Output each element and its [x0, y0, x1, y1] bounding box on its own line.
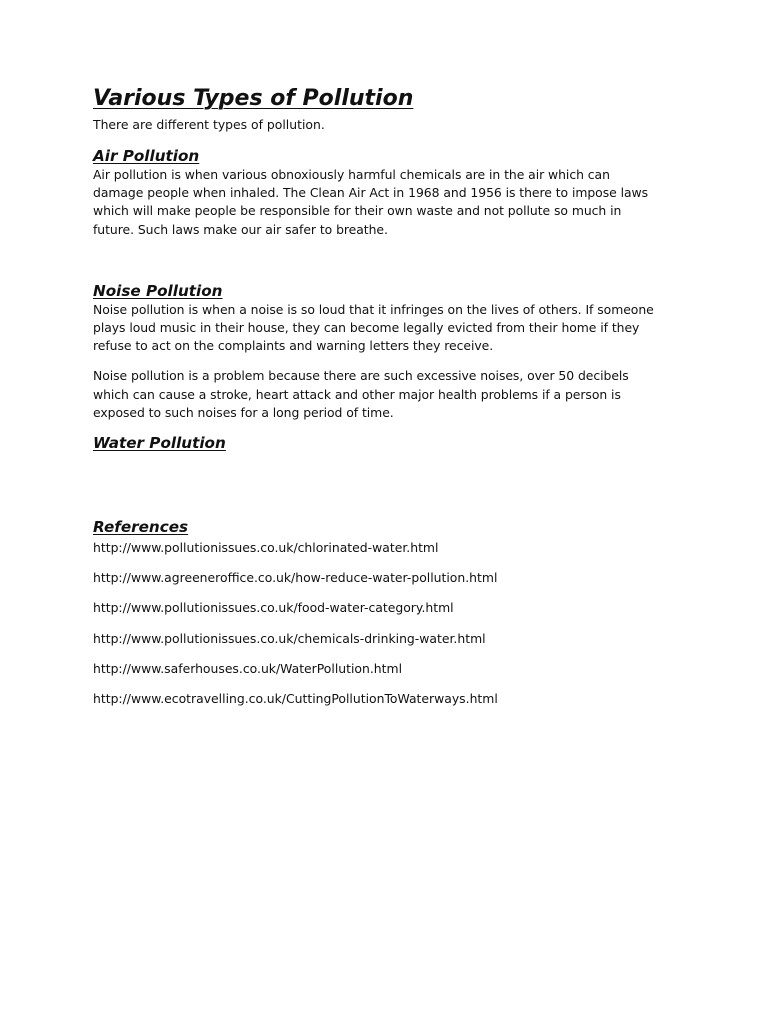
- reference-link: http://www.saferhouses.co.uk/WaterPollution.html: [93, 660, 403, 676]
- paragraph-line: Noise pollution is a problem because there are such excessive noises, over 50 decibels: [93, 368, 629, 384]
- reference-link: http://www.pollutionissues.co.uk/chlorinated-water.html: [93, 540, 439, 556]
- noise-pollution-paragraph-2: [93, 367, 693, 422]
- reference-link: http://www.ecotravelling.co.uk/CuttingPollutionToWaterways.html: [93, 690, 498, 706]
- paragraph-line: Noise pollution is when a noise is so loud that it infringes on the lives of others. If someone: [93, 301, 654, 317]
- document-page: [93, 84, 693, 720]
- page-title: Various Types of Pollution: [93, 86, 414, 111]
- paragraph-line: future. Such laws make our air safer to breathe.: [93, 221, 388, 237]
- reference-link: http://www.pollutionissues.co.uk/food-water-category.html: [93, 600, 454, 616]
- reference-link: http://www.pollutionissues.co.uk/chemicals-drinking-water.html: [93, 630, 486, 646]
- air-pollution-paragraph: [93, 166, 693, 239]
- references-list: [93, 539, 693, 708]
- paragraph-line: Air pollution is when various obnoxiously harmful chemicals are in the air which can: [93, 167, 610, 182]
- noise-pollution-heading: Noise Pollution: [93, 281, 223, 300]
- air-pollution-heading: Air Pollution: [93, 147, 200, 165]
- paragraph-line: which will make people be responsible for their own waste and not pollute so much in: [93, 203, 622, 219]
- water-pollution-heading: Water Pollution: [93, 434, 226, 453]
- paragraph-line: which can cause a stroke, heart attack and other major health problems if a person is: [93, 386, 621, 402]
- paragraph-line: exposed to such noises for a long period of time.: [93, 404, 394, 420]
- noise-pollution-paragraph-1: [93, 301, 693, 356]
- reference-link: http://www.agreeneroffice.co.uk/how-reduce-water-pollution.html: [93, 570, 498, 586]
- intro-text: There are different types of pollution.: [93, 117, 325, 132]
- paragraph-line: refuse to act on the complaints and warning letters they receive.: [93, 338, 494, 354]
- paragraph-line: damage people when inhaled. The Clean Air Act in 1968 and 1956 is there to impose laws: [93, 185, 649, 201]
- references-heading: References: [93, 518, 189, 537]
- paragraph-line: plays loud music in their house, they can become legally evicted from their home if they: [93, 320, 640, 336]
